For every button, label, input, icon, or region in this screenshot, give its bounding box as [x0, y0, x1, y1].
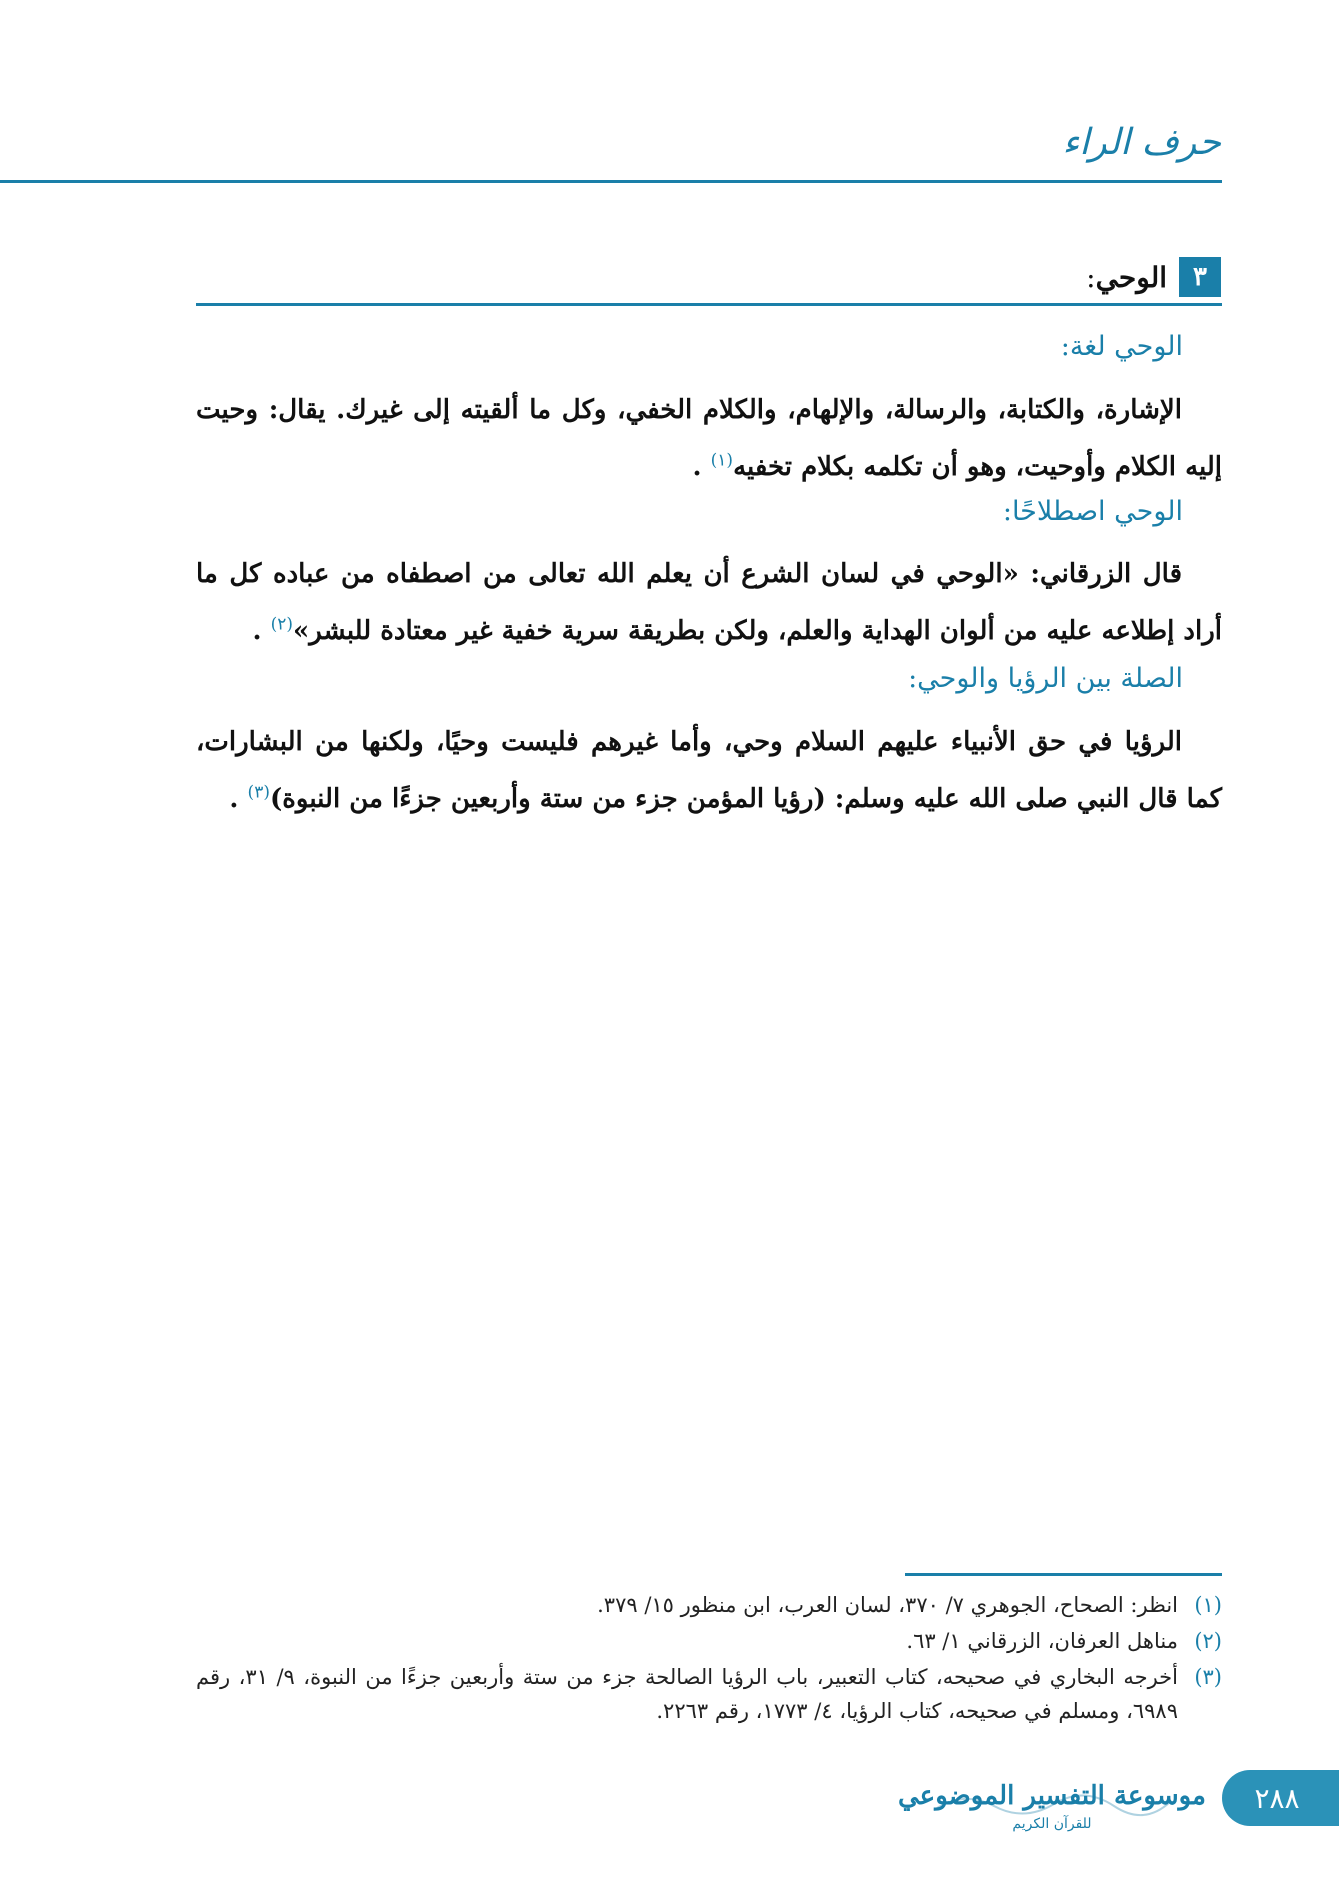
logo-title: موسوعة التفسير الموضوعي — [898, 1781, 1206, 1811]
paragraph-text: الإشارة، والكتابة، والرسالة، والإلهام، والكلام الخفي، وكل ما ألقيته إلى غيرك. يقال: وحيت إليه الكلام وأوحيت، وهو أن تكلمه بكلام تخفيه — [196, 395, 1222, 482]
section-rule — [196, 303, 1222, 306]
header-rule — [0, 180, 1222, 183]
logo-subtitle: للقرآن الكريم — [1012, 1816, 1092, 1832]
section-heading — [1086, 257, 1221, 297]
paragraph-text: قال الزرقاني: «الوحي في لسان الشرع أن يعلم الله تعالى من اصطفاه من عباده كل ما أراد إطلاعه عليه من ألوان الهداية والعلم، ولكن بطريقة سرية خفية غير معتادة للبشر» — [196, 559, 1222, 646]
paragraph-relation — [196, 714, 1222, 828]
footnote-2 — [196, 1624, 1222, 1658]
footnote-1 — [196, 1588, 1222, 1622]
footnote-text: مناهل العرفان، الزرقاني ١/ ٦٣. — [906, 1629, 1178, 1653]
footnote-text: أخرجه البخاري في صحيحه، كتاب التعبير، باب الرؤيا الصالحة جزء من ستة وأربعين جزءًا من النبوة، ٩/ ٣١، رقم ٦٩٨٩، ومسلم في صحيحه، كتاب الرؤيا، ٤/ ١٧٧٣، رقم ٢٢٦٣. — [196, 1665, 1178, 1723]
subheading-terminological: الوحي اصطلاحًا: — [1002, 496, 1183, 527]
footnote-3 — [196, 1660, 1222, 1728]
section-title-text: الوحي — [1095, 260, 1167, 294]
paragraph-end: . — [692, 452, 702, 482]
series-logo — [898, 1770, 1206, 1834]
paragraph-text: الرؤيا في حق الأنبياء عليهم السلام وحي، وأما غيرهم فليست وحيًا، ولكنها من البشارات، كما قال النبي صلى الله عليه وسلم: (رؤيا المؤمن جزء من ستة وأربعين جزءًا من النبوة) — [196, 727, 1222, 814]
footnote-text: انظر: الصحاح، الجوهري ٧/ ٣٧٠، لسان العرب، ابن منظور ١٥/ ٣٧٩. — [597, 1593, 1178, 1617]
subheading-linguistic: الوحي لغة: — [1060, 331, 1183, 362]
footnote-number: (٣) — [1194, 1665, 1222, 1689]
footnote-ref-1[interactable]: (١) — [710, 450, 734, 471]
running-header: حرف الراء — [1062, 122, 1221, 163]
page-number: ٢٨٨ — [1254, 1781, 1300, 1815]
paragraph-linguistic — [196, 382, 1222, 496]
section-number-badge: ٣ — [1179, 257, 1221, 297]
section-title — [1086, 261, 1167, 294]
footnote-number: (٢) — [1194, 1629, 1222, 1653]
paragraph-end: . — [252, 616, 262, 646]
subheading-relation: الصلة بين الرؤيا والوحي: — [908, 663, 1183, 694]
page-number-tab — [1222, 1770, 1339, 1826]
section-title-colon: : — [1086, 260, 1096, 294]
footnote-number: (١) — [1194, 1593, 1222, 1617]
paragraph-terminological — [196, 546, 1222, 660]
footnote-ref-3[interactable]: (٣) — [247, 782, 270, 803]
paragraph-end: . — [229, 784, 239, 814]
page-number-tab-edge — [1332, 1770, 1339, 1826]
footnote-ref-2[interactable]: (٢) — [270, 614, 294, 635]
footnote-rule — [905, 1573, 1222, 1576]
